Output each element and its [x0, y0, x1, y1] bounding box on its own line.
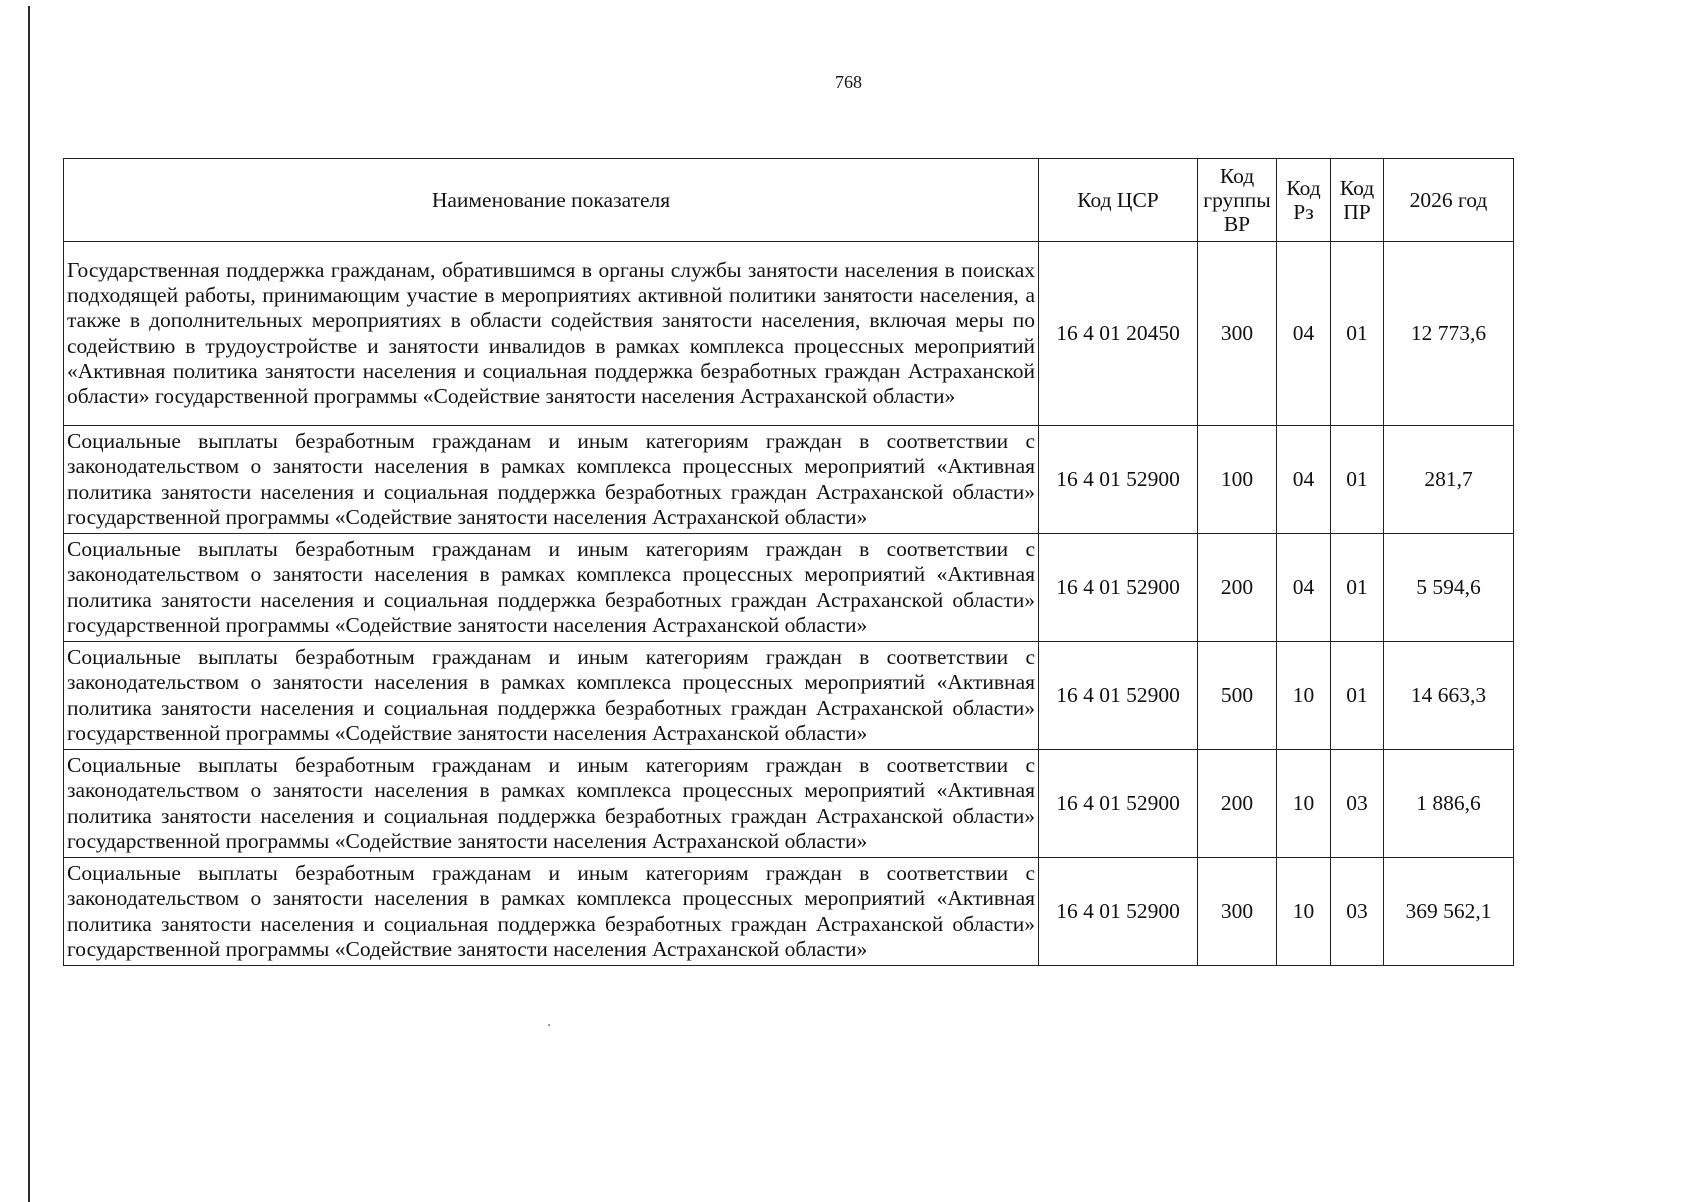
scan-speck	[548, 1024, 550, 1026]
header-row	[64, 159, 1514, 242]
vr-code-cell: 200	[1198, 750, 1277, 858]
csr-code-cell: 16 4 01 52900	[1039, 858, 1198, 966]
header-rz-code: Код Рз	[1277, 159, 1331, 242]
amount-cell: 12 773,6	[1384, 242, 1514, 426]
pr-code-cell: 01	[1331, 534, 1384, 642]
page-number: 768	[835, 72, 862, 92]
vr-code-cell: 100	[1198, 426, 1277, 534]
pr-code-cell: 01	[1331, 242, 1384, 426]
header-csr-code: Код ЦСР	[1039, 159, 1198, 242]
header-year-2026: 2026 год	[1384, 159, 1514, 242]
table-row	[64, 242, 1514, 426]
table-row	[64, 426, 1514, 534]
rz-code-cell: 10	[1277, 750, 1331, 858]
page-margin-line	[28, 6, 30, 1202]
table-body	[64, 242, 1514, 966]
rz-code-cell: 04	[1277, 242, 1331, 426]
amount-cell: 281,7	[1384, 426, 1514, 534]
rz-code-cell: 10	[1277, 858, 1331, 966]
amount-cell: 369 562,1	[1384, 858, 1514, 966]
csr-code-cell: 16 4 01 52900	[1039, 426, 1198, 534]
header-indicator-name: Наименование показателя	[64, 159, 1039, 242]
header-pr-code: Код ПР	[1331, 159, 1384, 242]
indicator-name-cell: Социальные выплаты безработным гражданам и иным категориям граждан в соответствии с законодательством о занятости населения в рамках комплекса процессных мероприятий «Активная политика занятости населения и социальная поддержка безработных граждан Астраханской области» государственной программы «Содействие занятости населения Астраханской области»	[64, 750, 1039, 858]
amount-cell: 14 663,3	[1384, 642, 1514, 750]
vr-code-cell: 300	[1198, 858, 1277, 966]
amount-cell: 5 594,6	[1384, 534, 1514, 642]
table-row	[64, 534, 1514, 642]
vr-code-cell: 200	[1198, 534, 1277, 642]
csr-code-cell: 16 4 01 20450	[1039, 242, 1198, 426]
pr-code-cell: 01	[1331, 642, 1384, 750]
rz-code-cell: 04	[1277, 534, 1331, 642]
rz-code-cell: 10	[1277, 642, 1331, 750]
table-row	[64, 858, 1514, 966]
budget-table	[63, 158, 1514, 966]
vr-code-cell: 300	[1198, 242, 1277, 426]
indicator-name-cell: Социальные выплаты безработным гражданам и иным категориям граждан в соответствии с законодательством о занятости населения в рамках комплекса процессных мероприятий «Активная политика занятости населения и социальная поддержка безработных граждан Астраханской области» государственной программы «Содействие занятости населения Астраханской области»	[64, 534, 1039, 642]
csr-code-cell: 16 4 01 52900	[1039, 642, 1198, 750]
pr-code-cell: 03	[1331, 750, 1384, 858]
vr-code-cell: 500	[1198, 642, 1277, 750]
table-row	[64, 642, 1514, 750]
indicator-name-cell: Социальные выплаты безработным гражданам и иным категориям граждан в соответствии с законодательством о занятости населения в рамках комплекса процессных мероприятий «Активная политика занятости населения и социальная поддержка безработных граждан Астраханской области» государственной программы «Содействие занятости населения Астраханской области»	[64, 642, 1039, 750]
amount-cell: 1 886,6	[1384, 750, 1514, 858]
csr-code-cell: 16 4 01 52900	[1039, 750, 1198, 858]
pr-code-cell: 03	[1331, 858, 1384, 966]
indicator-name-cell: Государственная поддержка гражданам, обратившимся в органы службы занятости населения в поисках подходящей работы, принимающим участие в мероприятиях активной политики занятости населения, а также в дополнительных мероприятиях в области содействия занятости населения, включая меры по содействию в трудоустройстве и занятости инвалидов в рамках комплекса процессных мероприятий «Активная политика занятости населения и социальная поддержка безработных граждан Астраханской области» государственной программы «Содействие занятости населения Астраханской области»	[64, 242, 1039, 426]
csr-code-cell: 16 4 01 52900	[1039, 534, 1198, 642]
rz-code-cell: 04	[1277, 426, 1331, 534]
indicator-name-cell: Социальные выплаты безработным гражданам и иным категориям граждан в соответствии с законодательством о занятости населения в рамках комплекса процессных мероприятий «Активная политика занятости населения и социальная поддержка безработных граждан Астраханской области» государственной программы «Содействие занятости населения Астраханской области»	[64, 426, 1039, 534]
header-vr-group-code: Код группы ВР	[1198, 159, 1277, 242]
indicator-name-cell: Социальные выплаты безработным гражданам и иным категориям граждан в соответствии с законодательством о занятости населения в рамках комплекса процессных мероприятий «Активная политика занятости населения и социальная поддержка безработных граждан Астраханской области» государственной программы «Содействие занятости населения Астраханской области»	[64, 858, 1039, 966]
table-header	[64, 159, 1514, 242]
pr-code-cell: 01	[1331, 426, 1384, 534]
table-row	[64, 750, 1514, 858]
